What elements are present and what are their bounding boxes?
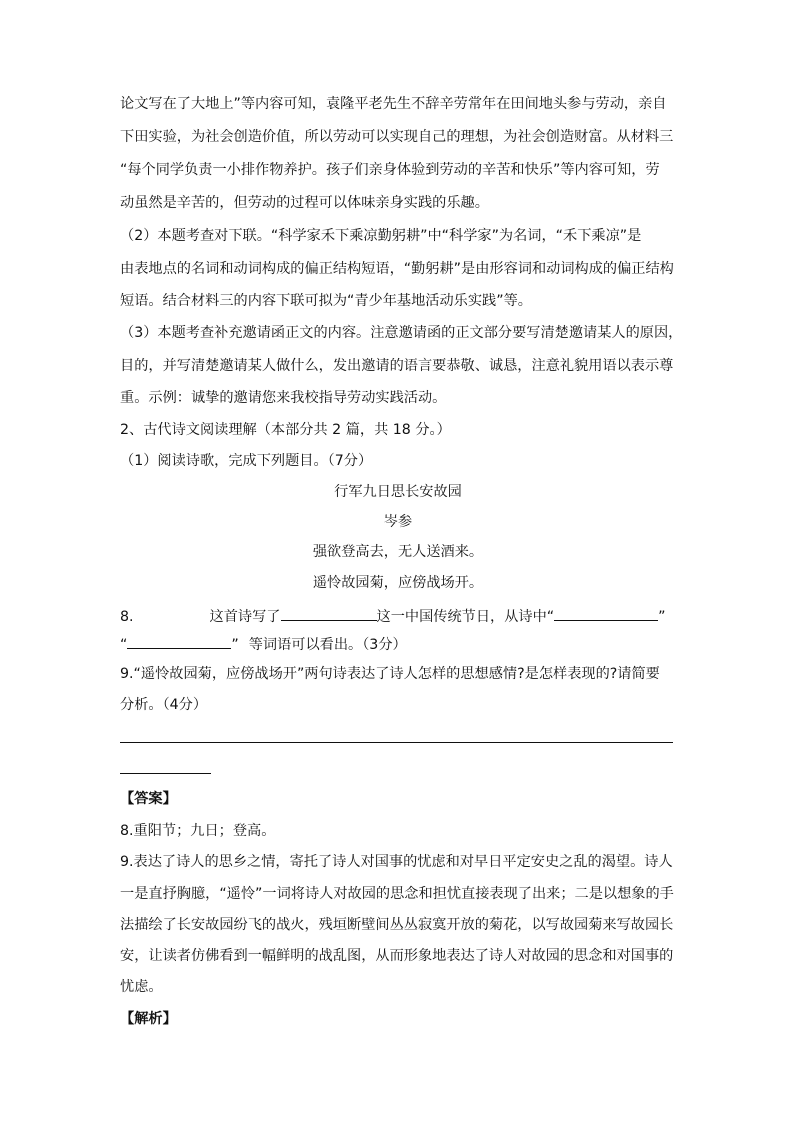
answer-line-short[interactable] (120, 773, 211, 774)
q2-answer-line-1: （2）本题考查对下联。“科学家禾下乘凉勤躬耕”中“科学家”为名词，“禾下乘凉”是 (120, 228, 642, 244)
question-8 (120, 605, 680, 626)
analysis-label: 【解析】 (120, 1011, 177, 1027)
q2-answer-line-3: 短语。结合材料三的内容下联可拟为“青少年基地活动乐实践”等。 (120, 293, 532, 309)
q3-answer-line-3: 重。示例：诚挚的邀请您来我校指导劳动实践活动。 (120, 390, 447, 406)
poem-line-1: 强欲登高去，无人送酒来。 (312, 544, 484, 560)
q3-answer-line-1: （3）本题考查补充邀请函正文的内容。注意邀请函的正文部分要写清楚邀请某人的原因， (120, 325, 683, 341)
answer-9-line-1: 9.表达了诗人的思乡之情，寄托了诗人对国事的忧虑和对早日平定安史之乱的渴望。诗人 (120, 854, 673, 870)
poem-line-2: 遥怜故园菊，应傍战场开。 (312, 575, 484, 591)
q8-text-6: 等词语可以看出。（3分） (248, 637, 407, 653)
analysis-line-1: 论文写在了大地上”等内容可知，袁隆平老先生不辞辛劳常年在田间地头参与劳动，亲自 (120, 96, 667, 112)
q8-text-1: 这首诗写了 (209, 609, 281, 625)
section-sub-heading: （1）阅读诗歌，完成下列题目。（7分） (120, 453, 373, 469)
analysis-line-3: “每个同学负责一小排作物养护。孩子们亲身体验到劳动的辛苦和快乐”等内容可知，劳 (120, 162, 660, 178)
poem-title: 行军九日思长安故园 (334, 484, 462, 500)
answer-9-line-3: 法描绘了长安故园纷飞的战火，残垣断壁间丛丛寂寞开放的菊花，以写故园菊来写故园长 (120, 917, 674, 933)
q9-line-2: 分析。（4分） (120, 697, 208, 713)
q8-blank-word-1[interactable] (554, 605, 658, 621)
answer-8: 8.重阳节；九日；登高。 (120, 823, 276, 839)
q3-answer-line-2: 目的，并写清楚邀请某人做什么，发出邀请的语言要恭敬、诚恳，注意礼貌用语以表示尊 (120, 358, 674, 374)
q9-line-1: 9.“遥怜故园菊，应傍战场开”两句诗表达了诗人怎样的思想感情?是怎样表现的?请简要 (120, 666, 660, 682)
poem-author: 岑参 (383, 514, 413, 530)
q8-text-3: ” (658, 609, 666, 625)
q8-blank-word-2[interactable] (127, 633, 231, 649)
answer-9-line-5: 忧虑。 (120, 979, 163, 995)
section-heading: 2、古代诗文阅读理解（本部分共 2 篇，共 18 分。） (120, 422, 451, 438)
analysis-line-4: 动虽然是辛苦的，但劳动的过程可以体味亲身实践的乐趣。 (120, 195, 489, 211)
answer-9-line-2: 一是直抒胸臆，“遥怜”一词将诗人对故园的思念和担忧直接表现了出来；二是以想象的手 (120, 886, 674, 902)
q8-text-2: 这一中国传统节日，从诗中“ (376, 609, 555, 625)
analysis-line-2: 下田实验，为社会创造价值，所以劳动可以实现自己的理想，为社会创造财富。从材料三 (120, 129, 674, 145)
answer-line-long[interactable] (120, 742, 673, 743)
answer-label: 【答案】 (120, 791, 177, 807)
answer-9-line-4: 安，让读者仿佛看到一幅鲜明的战乱图，从而形象地表达了诗人对故园的思念和对国事的 (120, 948, 674, 964)
q8-blank-festival[interactable] (281, 605, 377, 621)
q8-text-4: “ (120, 637, 128, 653)
q2-answer-line-2: 由表地点的名词和动词构成的偏正结构短语，“勤躬耕”是由形容词和动词构成的偏正结构 (120, 261, 674, 277)
q8-number: 8. (120, 609, 134, 625)
question-8-cont (120, 633, 680, 654)
q8-text-5: ” (231, 637, 239, 653)
